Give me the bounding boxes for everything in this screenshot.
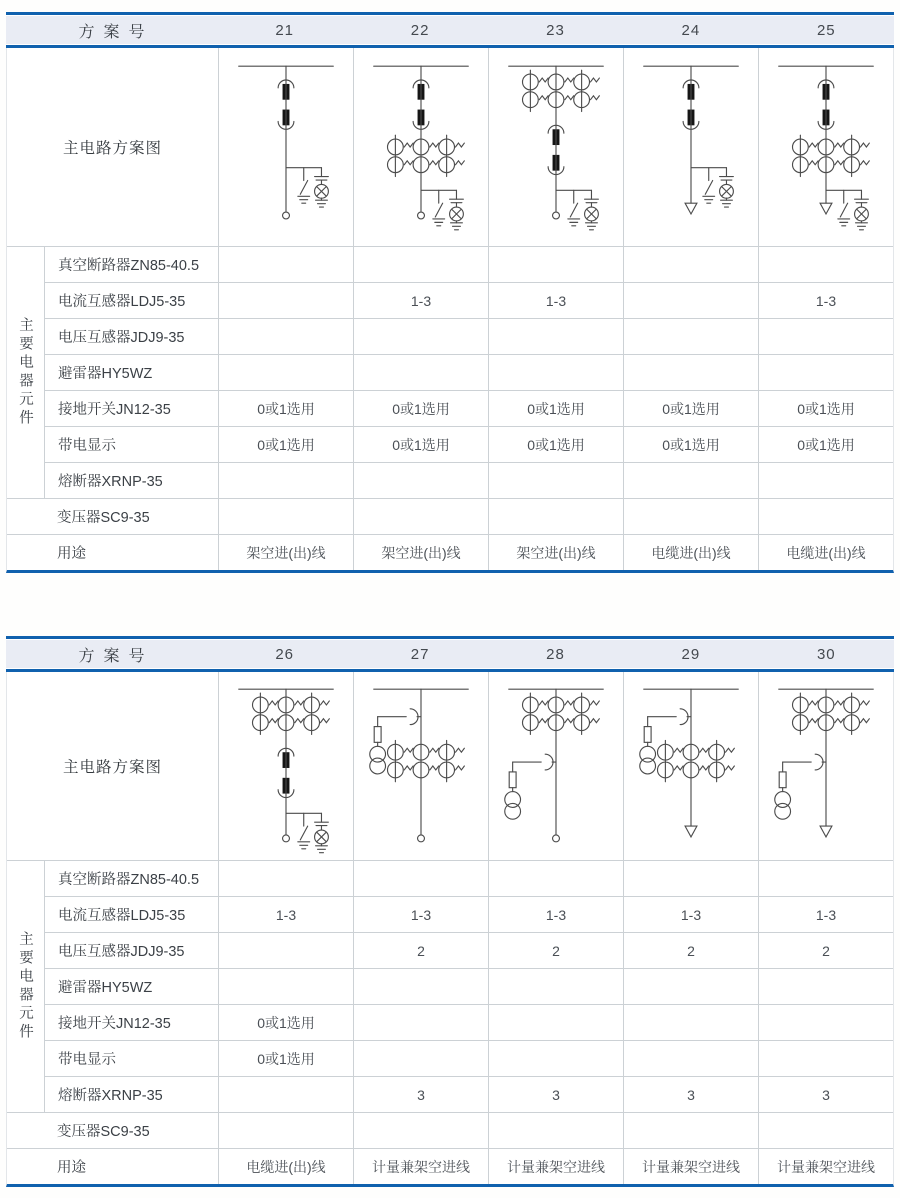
component-row-label: 电流互感器LDJ5-35	[44, 282, 218, 318]
component-group-label-cell	[7, 860, 44, 1112]
main-circuit-diagram-21	[219, 51, 353, 243]
component-count-cell	[353, 498, 488, 534]
ct-group-icon	[793, 693, 870, 734]
pt-icon	[775, 792, 791, 820]
earthing-switch-icon	[838, 190, 850, 225]
component-count-cell: 0或1选用	[218, 1004, 353, 1040]
fuse-icon	[374, 727, 381, 743]
component-row-label: 真空断路器ZN85-40.5	[44, 860, 218, 896]
component-count-cell	[758, 354, 893, 390]
scheme-number: 29	[681, 645, 701, 663]
component-count-cell	[758, 1040, 893, 1076]
component-count-cell	[218, 462, 353, 498]
scheme-number-header-label: 方案号	[78, 647, 154, 665]
component-count-cell	[218, 1112, 353, 1148]
diagram-cell-scheme-30	[758, 672, 893, 860]
fuse-icon	[644, 727, 651, 743]
component-count-cell: 0或1选用	[488, 426, 623, 462]
component-count-cell: 2	[623, 932, 758, 968]
table-header	[6, 636, 894, 672]
component-count-cell	[488, 462, 623, 498]
live-display-lamp-icon	[450, 190, 464, 229]
component-count-cell	[488, 498, 623, 534]
component-count-cell	[623, 498, 758, 534]
component-count-cell	[353, 1040, 488, 1076]
single-line-diagram	[779, 66, 874, 230]
usage-row-label: 用途	[7, 534, 218, 570]
component-group-label: 主要电器元件	[17, 317, 33, 428]
diagram-cell-scheme-28	[488, 672, 623, 860]
live-display-lamp-icon	[315, 168, 329, 207]
diagram-cell-scheme-27	[353, 672, 488, 860]
single-line-diagram	[374, 66, 469, 230]
component-count-cell: 3	[353, 1076, 488, 1112]
diagram-cell-scheme-22	[353, 48, 488, 246]
cable-terminal-icon	[418, 835, 425, 842]
main-circuit-diagram-28	[489, 674, 623, 858]
main-circuit-diagram-26	[219, 674, 353, 858]
component-count-cell	[758, 318, 893, 354]
component-count-cell	[758, 1004, 893, 1040]
scheme-number-header-label: 方案号	[78, 23, 154, 41]
component-count-cell	[758, 498, 893, 534]
component-row-label: 真空断路器ZN85-40.5	[44, 246, 218, 282]
diagram-cell-scheme-26	[218, 672, 353, 860]
diagram-cell-scheme-21	[218, 48, 353, 246]
main-circuit-diagram-25	[759, 51, 893, 243]
component-count-cell	[488, 1004, 623, 1040]
usage-cell: 架空进(出)线	[488, 534, 623, 570]
single-line-diagram	[640, 689, 739, 837]
ct-group-icon	[523, 693, 600, 734]
component-count-cell	[623, 1040, 758, 1076]
usage-cell: 计量兼架空进线	[758, 1148, 893, 1184]
diagram-cell-scheme-24	[623, 48, 758, 246]
cable-terminal-icon	[283, 212, 290, 219]
component-count-cell	[488, 318, 623, 354]
main-circuit-diagram-22	[354, 51, 488, 243]
earthing-switch-icon	[433, 190, 445, 225]
component-count-cell: 0或1选用	[218, 390, 353, 426]
component-count-cell	[758, 462, 893, 498]
scheme-number: 23	[546, 21, 565, 39]
component-count-cell	[218, 1076, 353, 1112]
ct-group-icon	[793, 135, 870, 176]
component-count-cell	[488, 860, 623, 896]
pt-icon	[505, 792, 521, 820]
outgoing-line-arrow-icon	[685, 203, 697, 214]
ct-group-icon	[388, 135, 465, 176]
component-count-cell	[623, 1112, 758, 1148]
table-header	[6, 12, 894, 48]
main-circuit-diagram-30	[759, 674, 893, 858]
fuse-icon	[509, 772, 516, 788]
pt-icon	[370, 746, 386, 774]
component-count-cell	[218, 246, 353, 282]
single-line-diagram	[239, 66, 334, 219]
component-count-cell: 0或1选用	[218, 1040, 353, 1076]
diagram-row-label: 主电路方案图	[62, 140, 162, 157]
component-count-cell: 0或1选用	[758, 390, 893, 426]
component-count-cell	[353, 462, 488, 498]
component-count-cell	[218, 860, 353, 896]
single-line-diagram	[505, 689, 604, 842]
usage-cell: 电缆进(出)线	[218, 1148, 353, 1184]
earthing-switch-icon	[298, 168, 310, 203]
component-count-cell: 1-3	[353, 282, 488, 318]
main-circuit-diagram-29	[624, 674, 758, 858]
usage-cell: 计量兼架空进线	[353, 1148, 488, 1184]
live-display-lamp-icon	[720, 168, 734, 207]
outgoing-line-arrow-icon	[685, 826, 697, 837]
component-count-cell	[353, 354, 488, 390]
pt-fuse-branch	[505, 754, 556, 819]
cable-terminal-icon	[553, 835, 560, 842]
component-row-label: 带电显示	[44, 1040, 218, 1076]
usage-cell: 计量兼架空进线	[623, 1148, 758, 1184]
cable-terminal-icon	[553, 212, 560, 219]
component-count-cell	[488, 968, 623, 1004]
usage-cell: 电缆进(出)线	[758, 534, 893, 570]
table-body	[6, 48, 894, 573]
earthing-switch-icon	[298, 813, 310, 848]
component-count-cell	[353, 1112, 488, 1148]
scheme-number: 30	[816, 645, 836, 663]
usage-cell: 电缆进(出)线	[623, 534, 758, 570]
component-count-cell: 0或1选用	[623, 390, 758, 426]
scheme-number: 27	[410, 645, 430, 663]
component-count-cell: 1-3	[758, 282, 893, 318]
component-row-label: 避雷器HY5WZ	[44, 354, 218, 390]
usage-cell: 计量兼架空进线	[488, 1148, 623, 1184]
cable-terminal-icon	[418, 212, 425, 219]
scheme-table-21-25	[6, 12, 894, 573]
component-count-cell	[488, 354, 623, 390]
scheme-number: 28	[546, 645, 565, 663]
component-count-cell: 2	[758, 932, 893, 968]
single-line-diagram	[509, 66, 604, 230]
component-count-cell: 2	[488, 932, 623, 968]
component-row-label: 熔断器XRNP-35	[44, 1076, 218, 1112]
component-count-cell: 0或1选用	[488, 390, 623, 426]
component-count-cell	[218, 968, 353, 1004]
component-count-cell	[488, 246, 623, 282]
component-row-label: 接地开关JN12-35	[44, 1004, 218, 1040]
component-count-cell	[623, 1004, 758, 1040]
component-row-label: 电流互感器LDJ5-35	[44, 896, 218, 932]
component-count-cell	[218, 318, 353, 354]
component-count-cell: 1-3	[488, 896, 623, 932]
component-count-cell	[353, 1004, 488, 1040]
component-row-label: 变压器SC9-35	[7, 1112, 218, 1148]
component-count-cell: 1-3	[353, 896, 488, 932]
outgoing-line-arrow-icon	[820, 826, 832, 837]
pt-fuse-branch	[775, 754, 826, 819]
component-count-cell: 0或1选用	[353, 426, 488, 462]
component-count-cell	[623, 968, 758, 1004]
diagram-cell-scheme-29	[623, 672, 758, 860]
scheme-number: 25	[816, 21, 836, 39]
diagram-cell-scheme-25	[758, 48, 893, 246]
component-count-cell: 1-3	[218, 896, 353, 932]
component-count-cell: 1-3	[488, 282, 623, 318]
scheme-number: 21	[275, 21, 295, 39]
ct-group-icon	[523, 70, 600, 111]
component-count-cell	[353, 318, 488, 354]
component-count-cell: 1-3	[758, 896, 893, 932]
component-count-cell	[623, 462, 758, 498]
diagram-row-label: 主电路方案图	[62, 759, 162, 776]
component-count-cell	[623, 354, 758, 390]
live-display-lamp-icon	[585, 190, 599, 229]
main-circuit-diagram-23	[489, 51, 623, 243]
component-count-cell	[488, 1040, 623, 1076]
component-count-cell	[623, 246, 758, 282]
usage-row-label: 用途	[7, 1148, 218, 1184]
live-display-lamp-icon	[315, 813, 329, 852]
component-count-cell	[758, 968, 893, 1004]
table-body	[6, 672, 894, 1187]
component-count-cell: 0或1选用	[218, 426, 353, 462]
scheme-number: 22	[410, 21, 430, 39]
component-count-cell: 3	[623, 1076, 758, 1112]
component-count-cell	[218, 498, 353, 534]
component-row-label: 避雷器HY5WZ	[44, 968, 218, 1004]
fuse-icon	[779, 772, 786, 788]
component-count-cell: 1-3	[623, 896, 758, 932]
component-count-cell: 3	[758, 1076, 893, 1112]
single-line-diagram	[239, 689, 334, 853]
component-count-cell: 2	[353, 932, 488, 968]
component-row-label: 带电显示	[44, 426, 218, 462]
pt-icon	[640, 746, 656, 774]
component-count-cell	[758, 860, 893, 896]
component-count-cell	[488, 1112, 623, 1148]
scheme-number: 26	[275, 645, 295, 663]
outgoing-line-arrow-icon	[820, 203, 832, 214]
component-group-label-cell	[7, 246, 44, 498]
component-count-cell: 3	[488, 1076, 623, 1112]
scheme-table-26-30	[6, 636, 894, 1187]
component-row-label: 变压器SC9-35	[7, 498, 218, 534]
component-row-label: 接地开关JN12-35	[44, 390, 218, 426]
usage-cell: 架空进(出)线	[353, 534, 488, 570]
earthing-switch-icon	[568, 190, 580, 225]
component-group-label: 主要电器元件	[17, 931, 33, 1042]
component-count-cell: 0或1选用	[758, 426, 893, 462]
ct-group-icon	[658, 740, 735, 781]
component-count-cell	[758, 1112, 893, 1148]
component-count-cell	[623, 860, 758, 896]
component-row-label: 电压互感器JDJ9-35	[44, 318, 218, 354]
earthing-switch-icon	[703, 168, 715, 203]
component-row-label: 电压互感器JDJ9-35	[44, 932, 218, 968]
component-count-cell	[623, 282, 758, 318]
component-count-cell: 0或1选用	[353, 390, 488, 426]
component-count-cell	[758, 246, 893, 282]
component-count-cell	[218, 282, 353, 318]
scheme-number: 24	[681, 21, 701, 39]
component-row-label: 熔断器XRNP-35	[44, 462, 218, 498]
component-count-cell: 0或1选用	[623, 426, 758, 462]
component-count-cell	[218, 932, 353, 968]
diagram-cell-scheme-23	[488, 48, 623, 246]
single-line-diagram	[644, 66, 739, 214]
component-count-cell	[353, 860, 488, 896]
ct-group-icon	[253, 693, 330, 734]
single-line-diagram	[370, 689, 469, 842]
component-count-cell	[218, 354, 353, 390]
single-line-diagram	[775, 689, 874, 837]
component-count-cell	[353, 968, 488, 1004]
main-circuit-diagram-24	[624, 51, 758, 243]
component-count-cell	[353, 246, 488, 282]
component-count-cell	[623, 318, 758, 354]
usage-cell: 架空进(出)线	[218, 534, 353, 570]
live-display-lamp-icon	[855, 190, 869, 229]
cable-terminal-icon	[283, 835, 290, 842]
ct-group-icon	[388, 740, 465, 781]
main-circuit-diagram-27	[354, 674, 488, 858]
